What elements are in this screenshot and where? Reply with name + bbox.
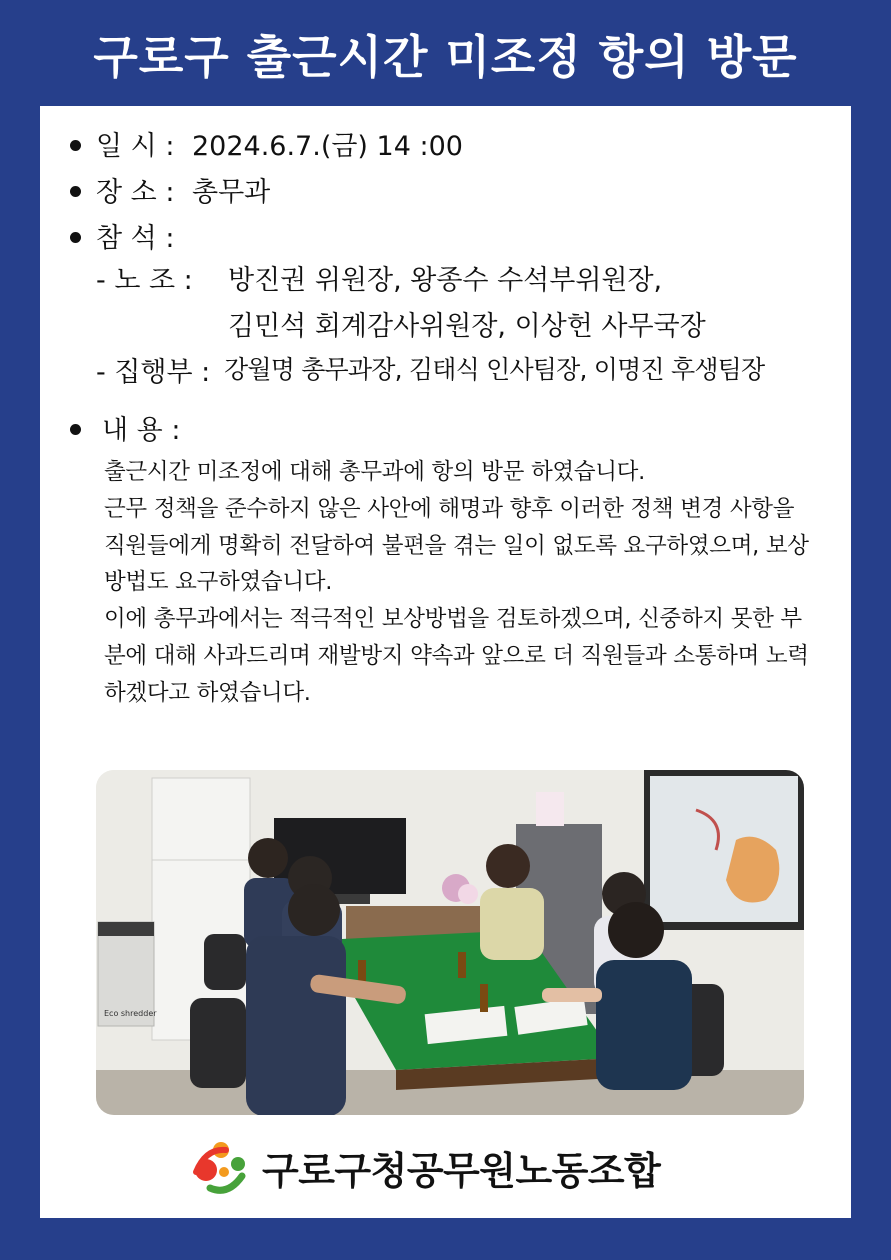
date-label: 일 시 : xyxy=(96,131,175,162)
attend-label: 참 석 : xyxy=(96,223,175,254)
union-line-1: 방진권 위원장, 왕종수 수석부위원장, xyxy=(228,265,663,296)
footer xyxy=(190,1136,750,1200)
exec-value: 강월명 총무과장, 김태식 인사팀장, 이명진 후생팀장 xyxy=(224,355,765,384)
union-line-2: 김민석 회계감사위원장, 이상헌 사무국장 xyxy=(228,311,706,342)
shredder-label: Eco shredder xyxy=(104,1009,157,1018)
union-label: - 노 조 : xyxy=(96,265,193,296)
date-value: 2024.6.7.(금) 14 :00 xyxy=(192,131,463,162)
place-label: 장 소 : xyxy=(96,177,175,208)
meeting-photo xyxy=(96,770,804,1115)
page-title: 구로구 출근시간 미조정 항의 방문 xyxy=(93,30,798,84)
bullet-icon xyxy=(70,232,81,243)
bullet-icon xyxy=(70,186,81,197)
content-card xyxy=(40,106,851,1218)
union-logo-icon xyxy=(190,1136,252,1198)
content-label: 내 용 : xyxy=(102,415,181,446)
bullet-icon xyxy=(70,140,81,151)
exec-label: - 집행부 : xyxy=(96,357,211,388)
content-body: 출근시간 미조정에 대해 총무과에 항의 방문 하였습니다. 근무 정책을 준수하지 않은 사안에 해명과 향후 이러한 정책 변경 사항을 직원들에게 명확히 전달하여 불편을 겪는 일이 없도록 요구하였으며, 보상방법도 요구하였습니다. 이에 총무과에서는 적극적인 보상방법을 검토하겠으며, 신중하지 못한 부분에 대해 사과드리며 재발방지 약속과 앞으로 더 직원들과 소통하며 노력하겠다고 하였습니다. xyxy=(104,459,809,706)
bullet-icon xyxy=(70,424,81,435)
meeting-photo-illustration xyxy=(96,770,804,1115)
place-value: 총무과 xyxy=(192,177,271,208)
union-name: 구로구청공무원노동조합 xyxy=(262,1149,661,1193)
